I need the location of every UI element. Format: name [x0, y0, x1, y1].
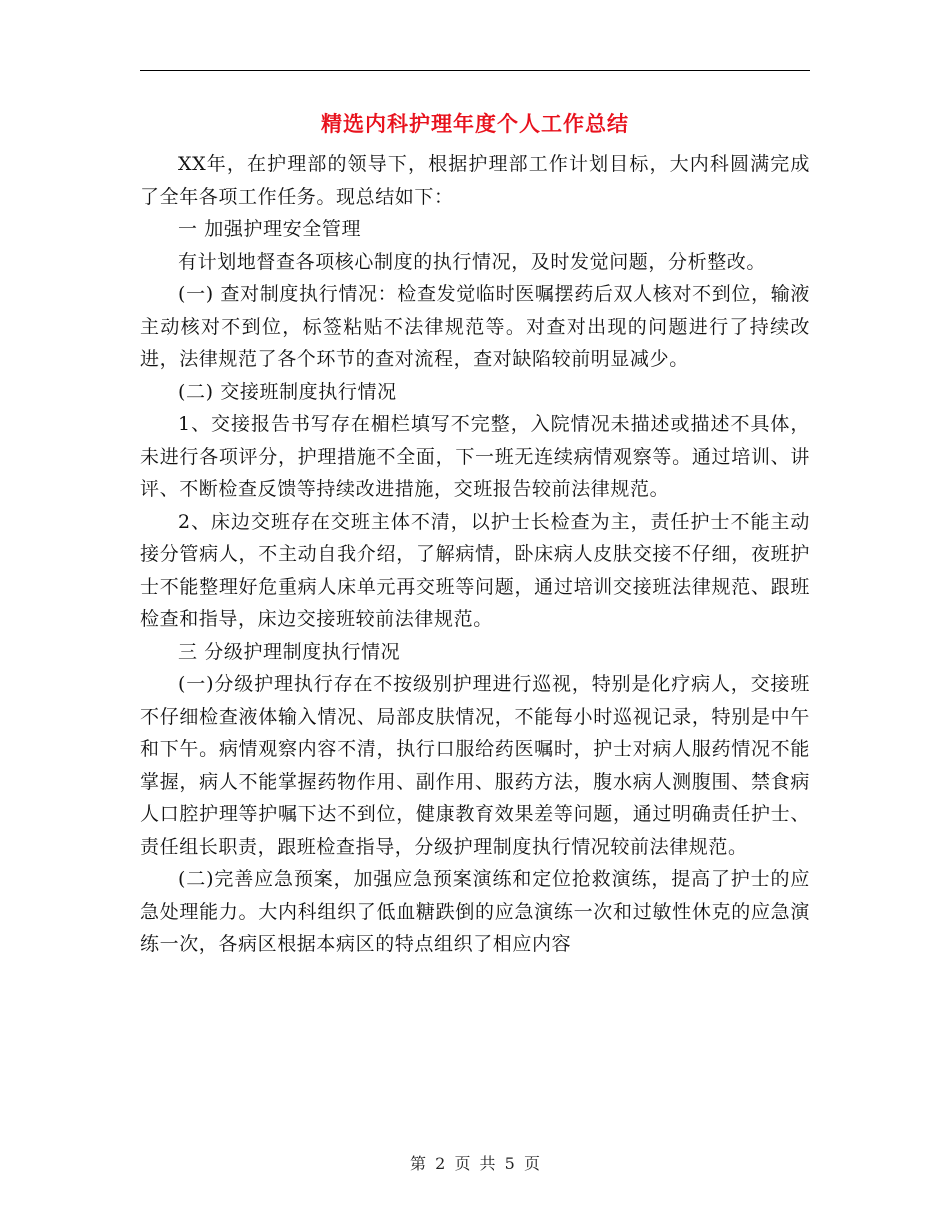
- paragraph: 1、交接报告书写存在楣栏填写不完整，入院情况未描述或描述不具体，未进行各项评分，护理措施不全面，下一班无连续病情观察等。通过培训、讲评、不断检查反馈等持续改进措施，交班报告较前法律规范。: [140, 413, 810, 500]
- footer-total-word: 共: [479, 1154, 496, 1173]
- footer-current-page: 2: [435, 1154, 446, 1173]
- paragraph: 2、床边交班存在交班主体不清，以护士长检查为主，责任护士不能主动接分管病人，不主动自我介绍，了解病情，卧床病人皮肤交接不仔细，夜班护士不能整理好危重病人床单元再交班等问题，通过培训交接班法律规范、跟班检查和指导，床边交接班较前法律规范。: [140, 510, 810, 630]
- section-heading-3: 三 分级护理制度执行情况: [178, 640, 401, 663]
- paragraph: (一) 查对制度执行情况：检查发觉临时医嘱摆药后双人核对不到位，输液主动核对不到位，标签粘贴不法律规范等。对查对出现的问题进行了持续改进，法律规范了各个环节的查对流程，查对缺陷较前明显减少。: [140, 283, 810, 370]
- footer-total-pages: 5: [504, 1154, 515, 1173]
- paragraph: (二)完善应急预案，加强应急预案演练和定位抢救演练，提高了护士的应急处理能力。大内科组织了低血糖跌倒的应急演练一次和过敏性休克的应急演练一次，各病区根据本病区的特点组织了相应内容: [140, 868, 810, 955]
- subsection-heading: (二) 交接班制度执行情况: [178, 380, 397, 403]
- document-body: [140, 148, 810, 961]
- footer-page-word: 页: [454, 1154, 471, 1173]
- paragraph: 有计划地督查各项核心制度的执行情况，及时发觉问题，分析整改。: [178, 250, 767, 273]
- header-rule: [140, 70, 810, 71]
- footer-suffix: 页: [523, 1154, 540, 1173]
- page-footer: [0, 1152, 950, 1176]
- paragraph: (一)分级护理执行存在不按级别护理进行巡视，特别是化疗病人，交接班不仔细检查液体输入情况、局部皮肤情况，不能每小时巡视记录，特别是中午和下午。病情观察内容不清，执行口服给药医嘱时，护士对病人服药情况不能掌握，病人不能掌握药物作用、副作用、服药方法，腹水病人测腹围、禁食病人口腔护理等护嘱下达不到位，健康教育效果差等问题，通过明确责任护士、责任组长职责，跟班检查指导，分级护理制度执行情况较前法律规范。: [140, 673, 810, 858]
- section-heading-1: 一 加强护理安全管理: [178, 218, 362, 240]
- paragraph-intro: XX年，在护理部的领导下，根据护理部工作计划目标，大内科圆满完成了全年各项工作任务。现总结如下：: [140, 153, 810, 208]
- footer-prefix: 第: [410, 1154, 427, 1173]
- document-title: 精选内科护理年度个人工作总结: [321, 111, 629, 136]
